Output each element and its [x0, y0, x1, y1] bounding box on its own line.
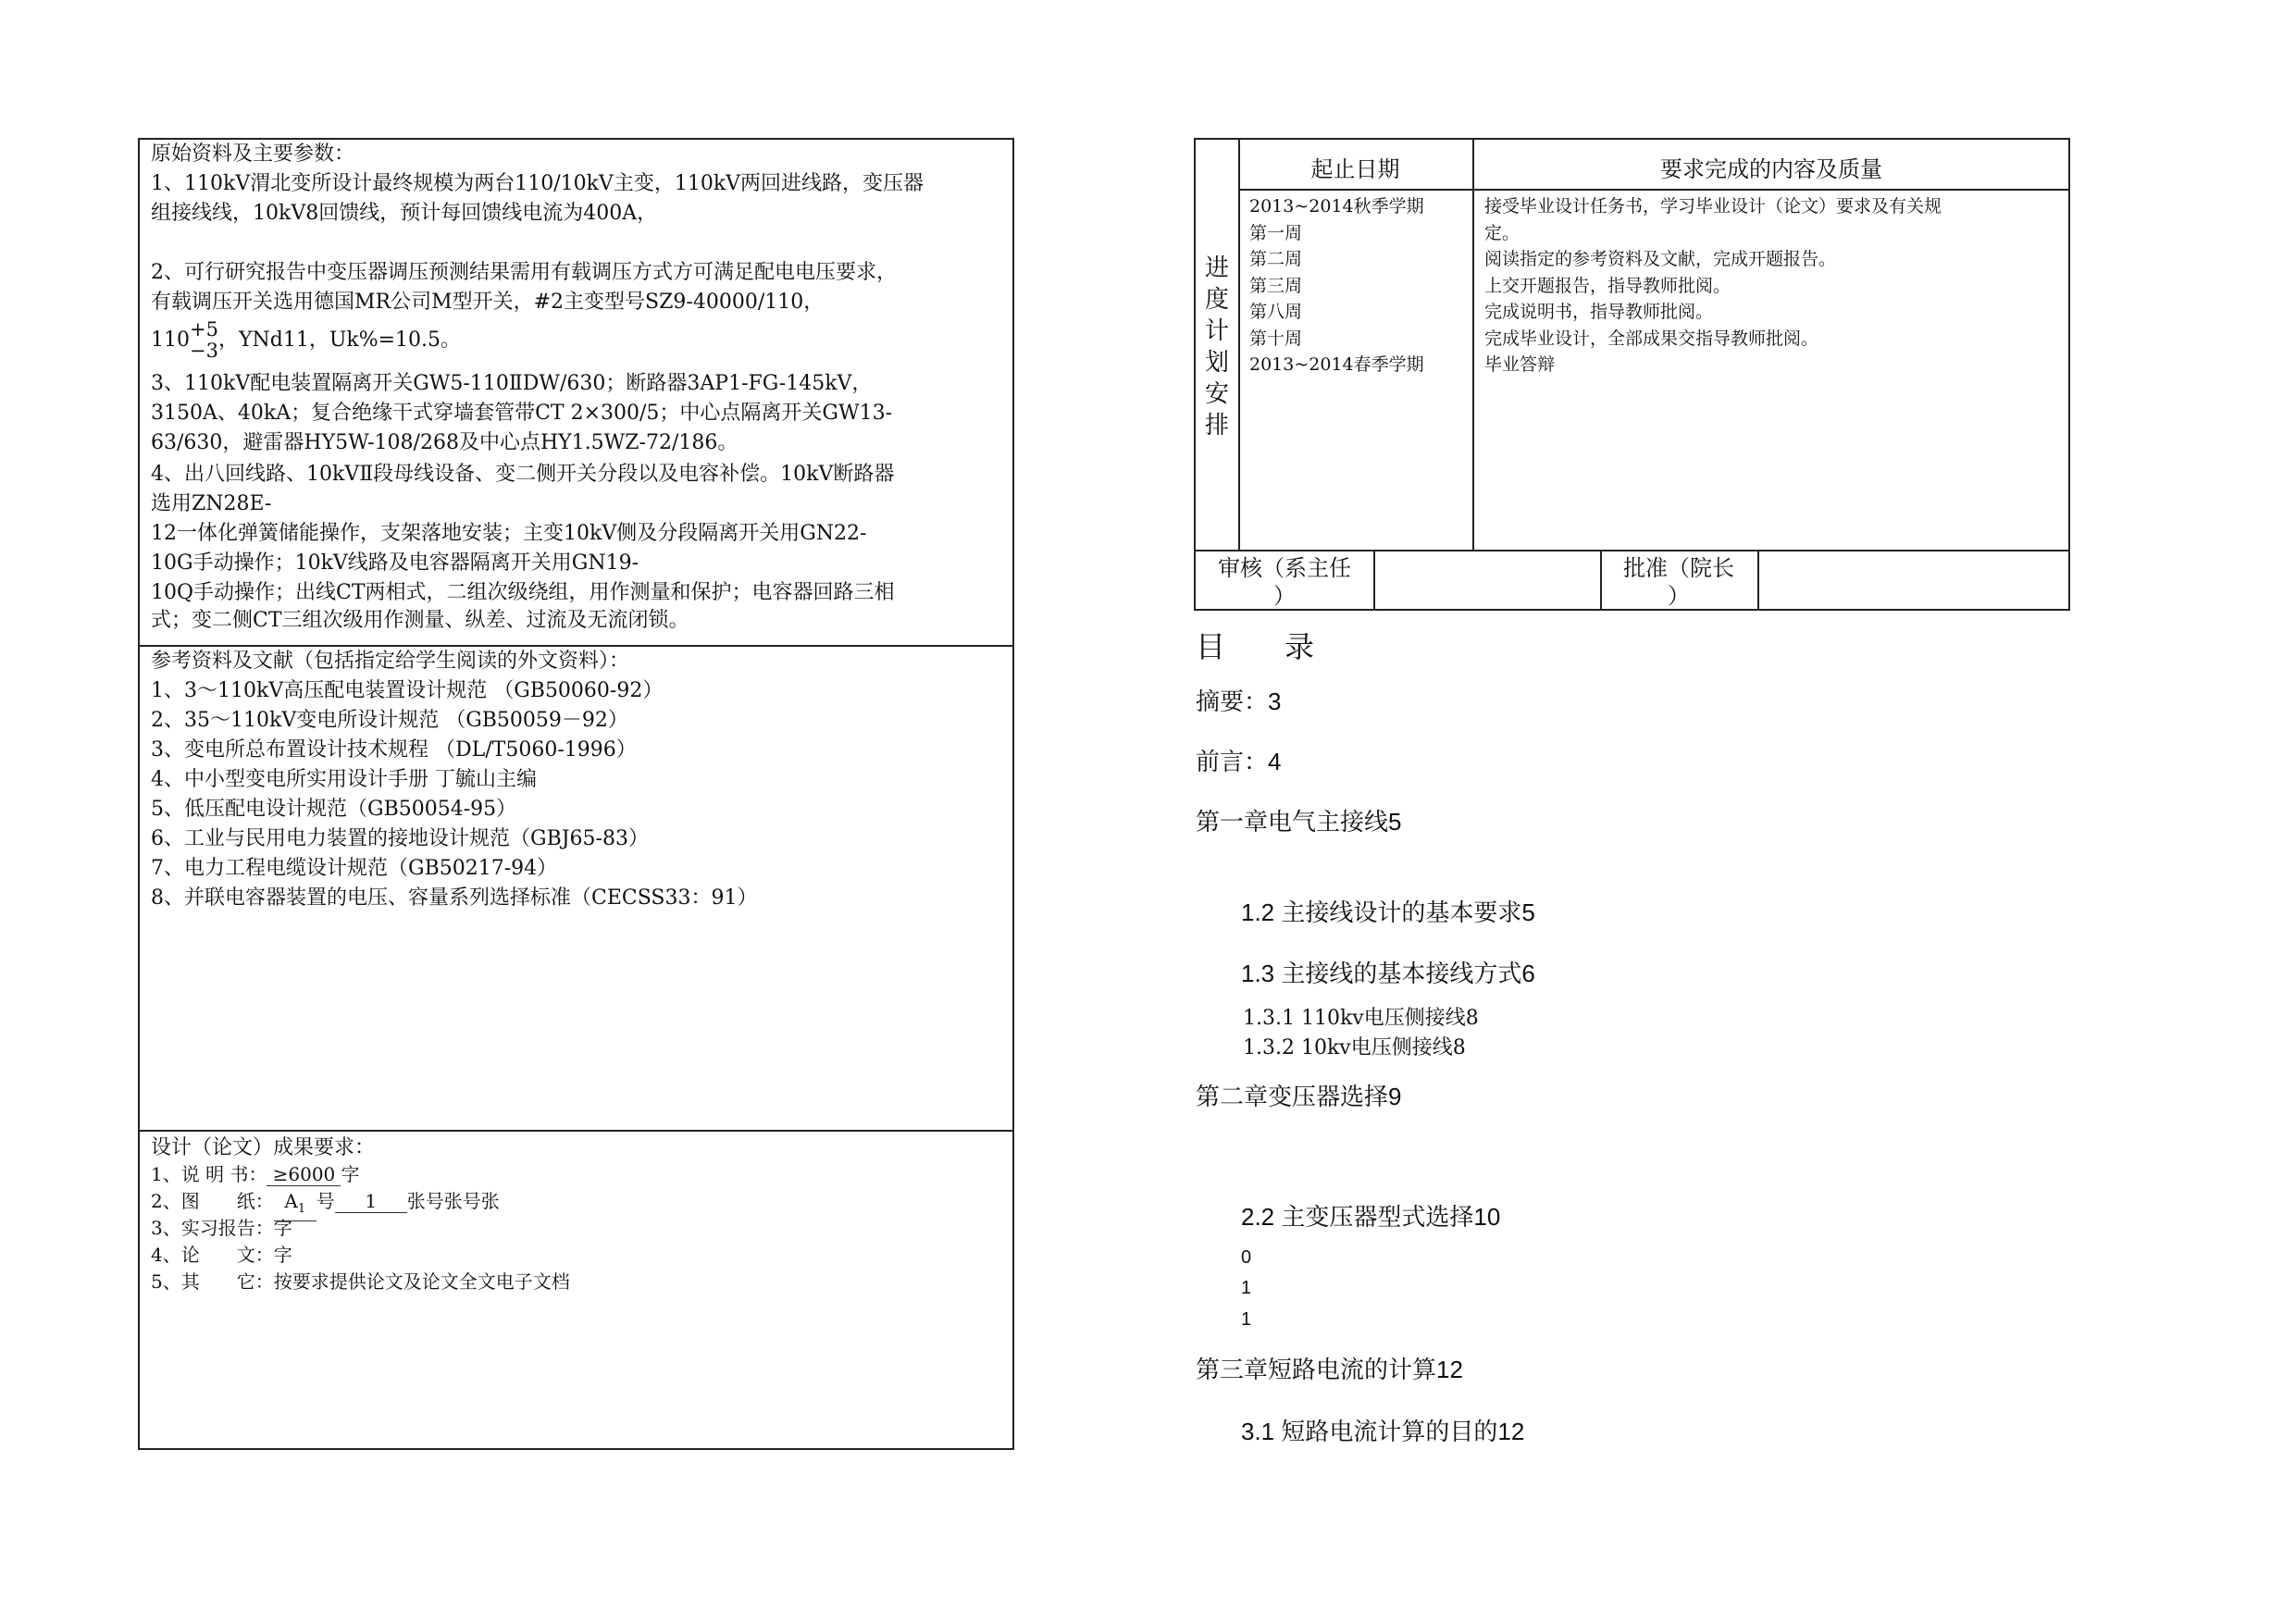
original-data-line: 有载调压开关选用德国MR公司M型开关，#2主变型号SZ9-40000/110，: [151, 291, 825, 314]
header-content: 要求完成的内容及质量: [1660, 156, 1882, 182]
references-title: 参考资料及文献（包括指定给学生阅读的外文资料）：: [151, 650, 630, 673]
original-data-line: 组接线线，10kV8回馈线，预计每回馈线电流为400A，: [151, 202, 658, 225]
date-item: 第十周: [1249, 328, 1303, 349]
review-label: [1196, 554, 1373, 610]
task-info-box: [138, 138, 1014, 1450]
reference-item: 8、并联电容器装置的电压、容量系列选择标准（CECSS33：91）: [151, 886, 758, 910]
content-item: 毕业答辩: [1484, 354, 1556, 375]
side-char: 进: [1204, 254, 1229, 282]
drawing-count: 1: [335, 1190, 407, 1213]
toc-entry[interactable]: 摘要：3: [1196, 688, 1282, 715]
content-item: 阅读指定的参考资料及文献，完成开题报告。: [1484, 249, 1837, 269]
formula-minus: −3: [190, 340, 218, 362]
date-item: 2013~2014秋季学期: [1249, 196, 1424, 217]
reference-item: 3、变电所总布置设计技术规程 （DL/T5060-1996）: [151, 738, 637, 762]
approve-label-line: ）: [1668, 583, 1690, 609]
header-date: 起止日期: [1310, 156, 1400, 182]
reference-item: 1、3～110kV高压配电装置设计规范 （GB50060-92）: [151, 679, 664, 702]
review-label-line: ）: [1273, 583, 1296, 609]
side-char: 划: [1204, 349, 1229, 377]
original-data-line: 4、出八回线路、10kVⅡ段母线设备、变二侧开关分段以及电容补偿。10kV断路器: [151, 463, 895, 486]
formula-plus: +5: [190, 318, 218, 341]
toc-title: 目 录: [1196, 629, 1315, 664]
toc-entry[interactable]: 第一章电气主接线5: [1196, 808, 1402, 836]
date-item: 第八周: [1249, 302, 1303, 322]
content-item: 完成毕业设计，全部成果交指导教师批阅。: [1484, 328, 1819, 349]
toc-entry[interactable]: 1.3.1 110kv电压侧接线8: [1243, 1007, 1479, 1030]
toc-entry[interactable]: 第二章变压器选择9: [1196, 1083, 1402, 1110]
toc-stray-number: 1: [1241, 1278, 1252, 1298]
content-item: 接受毕业设计任务书，学习毕业设计（论文）要求及有关规: [1484, 196, 1942, 217]
approve-label-line: 批准（院长: [1623, 555, 1734, 581]
original-data-line: 式；变二侧CT三组次级用作测量、纵差、过流及无流闭锁。: [151, 609, 689, 632]
side-char: 计: [1204, 317, 1229, 345]
content-item: 定。: [1484, 222, 1520, 243]
deliverable-manual: [151, 1161, 359, 1188]
table-line: [1472, 140, 1474, 550]
drawing-size-sub: 1: [297, 1202, 306, 1216]
original-data-line: 3150A、40kA；复合绝缘干式穿墙套管带CT 2×300/5；中心点隔离开关GW13-: [151, 402, 893, 425]
original-data-title: 原始资料及主要参数：: [151, 142, 355, 166]
reference-item: 2、35～110kV变电所设计规范 （GB50059－92）: [151, 709, 628, 732]
formula-base: 110: [151, 328, 190, 352]
drawing-size: A: [284, 1190, 298, 1212]
deliverable-mid: 号: [316, 1190, 335, 1212]
toc-entry[interactable]: 1.3 主接线的基本接线方式6: [1241, 960, 1535, 987]
side-char: 排: [1204, 412, 1229, 440]
deliverable-suffix: 字: [341, 1163, 360, 1185]
original-data-line: 3、110kV配电装置隔离开关GW5-110ⅡDW/630；断路器3AP1-FG-145kV，: [151, 372, 873, 395]
side-char: 度: [1204, 286, 1229, 314]
toc-entry[interactable]: 3.1 短路电流计算的目的12: [1241, 1418, 1525, 1445]
content-item: 上交开题报告，指导教师批阅。: [1484, 275, 1731, 296]
deliverable-label: 2、图 纸：: [151, 1190, 274, 1212]
original-data-line: 10Q手动操作；出线CT两相式，二组次级绕组，用作测量和保护；电容器回路三相: [151, 581, 895, 604]
toc-stray-number: 0: [1241, 1247, 1252, 1268]
deliverable-thesis: 4、论 文：字: [151, 1244, 292, 1266]
deliverable-internship: 3、实习报告：字: [151, 1217, 292, 1239]
date-item: 2013~2014春季学期: [1249, 354, 1424, 375]
formula-tolerance: [190, 319, 218, 362]
manual-word-count: ≥6000: [267, 1163, 341, 1186]
table-line: [1196, 550, 2068, 551]
toc-entry[interactable]: 1.2 主接线设计的基本要求5: [1241, 898, 1535, 926]
formula-rest: ，YNd11，Uk%=10.5。: [217, 328, 462, 352]
original-data-line: 选用ZN28E-: [151, 492, 272, 515]
date-column: [1249, 193, 1424, 378]
date-item: 第一周: [1249, 222, 1303, 243]
date-item: 第二周: [1249, 249, 1303, 269]
review-label-line: 审核（系主任: [1218, 555, 1351, 581]
deliverables-title: 设计（论文）成果要求：: [151, 1136, 376, 1159]
reference-item: 5、低压配电设计规范（GB50054-95）: [151, 798, 517, 821]
table-line: [1757, 550, 1759, 611]
toc-entry[interactable]: 第三章短路电流的计算12: [1196, 1356, 1463, 1383]
deliverable-label: 1、说 明 书：: [151, 1163, 267, 1185]
table-line: [1238, 140, 1240, 550]
reference-item: 7、电力工程电缆设计规范（GB50217-94）: [151, 857, 558, 880]
original-data-line: 2、可行研究报告中变压器调压预测结果需用有载调压方式方可满足配电电压要求，: [151, 261, 897, 284]
reference-item: 4、中小型变电所实用设计手册 丁毓山主编: [151, 768, 537, 791]
table-line: [1373, 550, 1375, 611]
transformer-ratio-formula: [151, 319, 461, 362]
toc-entry[interactable]: 1.3.2 10kv电压侧接线8: [1243, 1036, 1466, 1059]
content-column: [1484, 193, 1942, 378]
original-data-line: 12一体化弹簧储能操作，支架落地安装；主变10kV侧及分段隔离开关用GN22-: [151, 522, 867, 545]
original-data-line: 1、110kV渭北变所设计最终规模为两台110/10kV主变，110kV两回进线路，变压器: [151, 172, 925, 195]
section-divider: [140, 1130, 1012, 1132]
table-line: [1238, 189, 2068, 191]
toc-entry[interactable]: 前言：4: [1196, 748, 1282, 775]
toc-entry[interactable]: 2.2 主变压器型式选择10: [1241, 1203, 1501, 1231]
reference-item: 6、工业与民用电力装置的接地设计规范（GBJ65-83）: [151, 827, 649, 850]
approve-label: [1600, 554, 1757, 610]
schedule-side-label: [1203, 253, 1231, 441]
deliverable-suffix: 张号张号张: [406, 1190, 500, 1212]
side-char: 安: [1204, 380, 1229, 408]
schedule-table: [1194, 138, 2070, 611]
deliverable-other: 5、其 它：按要求提供论文及论文全文电子文档: [151, 1270, 570, 1293]
toc-stray-number: 1: [1241, 1309, 1252, 1330]
date-item: 第三周: [1249, 275, 1303, 296]
content-item: 完成说明书，指导教师批阅。: [1484, 302, 1714, 322]
original-data-line: 10G手动操作；10kV线路及电容器隔离开关用GN19-: [151, 551, 639, 575]
original-data-line: 63/630，避雷器HY5W-108/268及中心点HY1.5WZ-72/186。: [151, 431, 738, 454]
